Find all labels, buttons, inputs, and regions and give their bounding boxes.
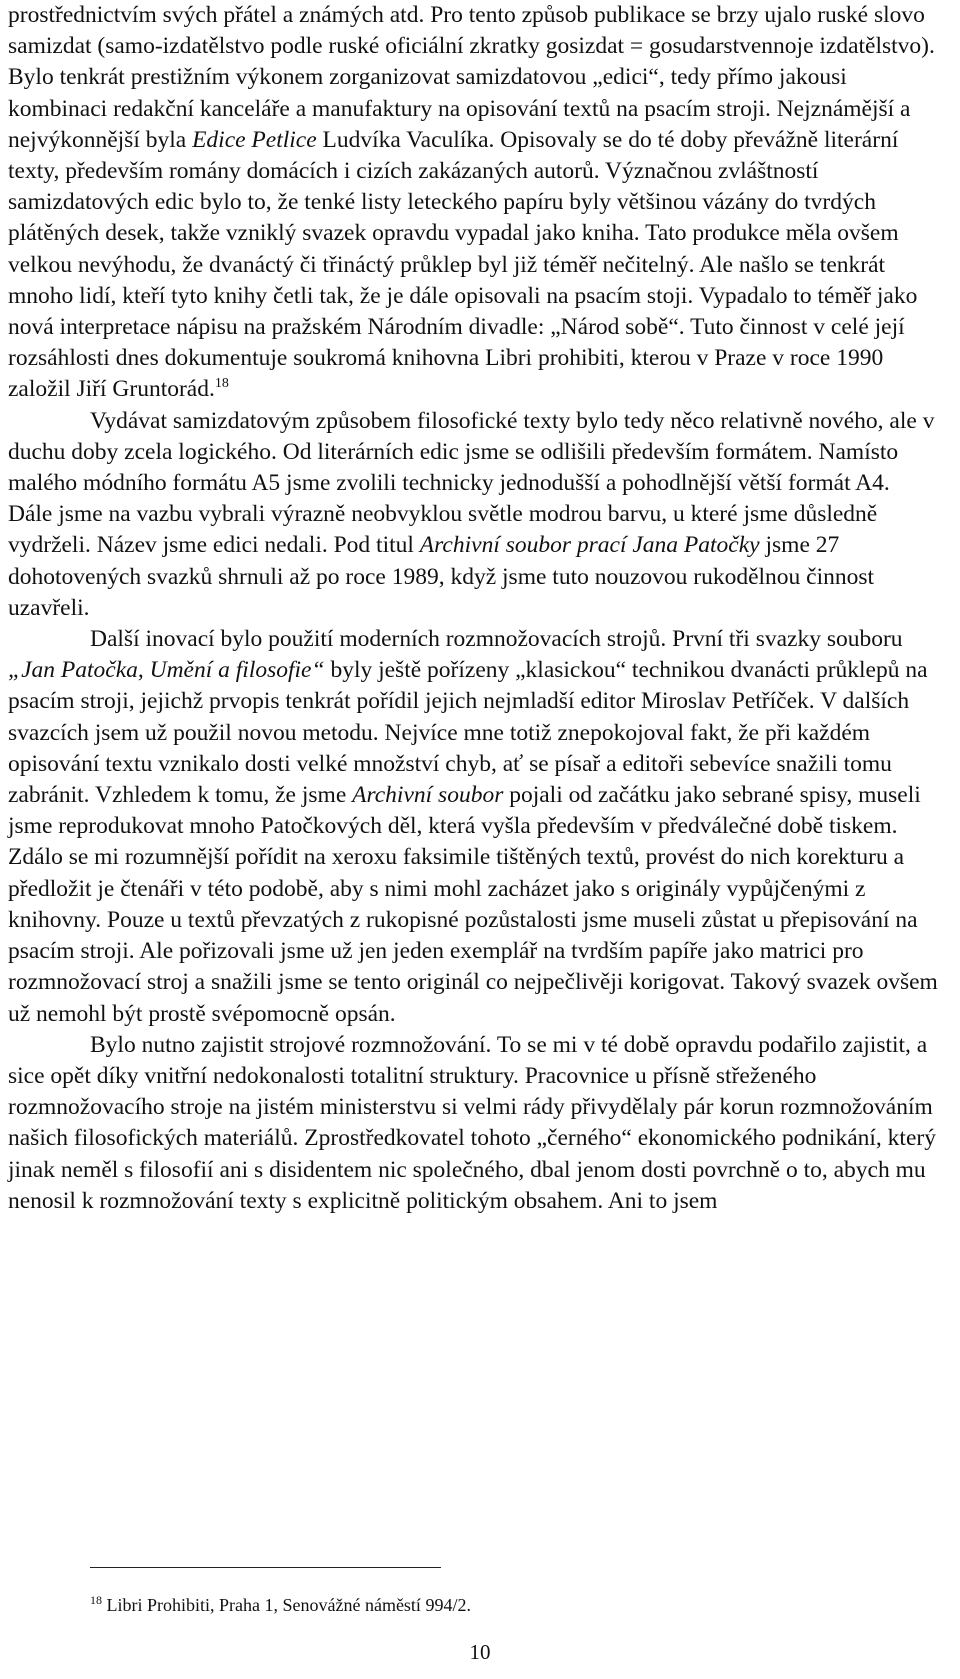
paragraph-text: jsme 27 dohotovených svazků shrnuli až po roce 1989, když jsme tuto nouzovou rukodělnou činnost uzavřeli. <box>8 532 875 621</box>
footnote <box>90 1588 910 1617</box>
paragraph <box>8 1030 938 1217</box>
italic-title-text: Edice Petlice <box>192 126 317 153</box>
italic-title-text: „Jan Patočka, Umění a filosofie“ <box>8 657 325 684</box>
paragraph <box>8 624 938 1030</box>
paragraph-text: Bylo nutno zajistit strojové rozmnožování. To se mi v té době opravdu podařilo zajistit, a sice opět díky vnitřní nedokonalosti totalitní struktury. Pracovnice u přísně střeženého rozmnožovacího stroje na jistém ministerstvu si velmi rády přivydělaly pár korun rozmnožováním našich filosofických materiálů. Zprostředkovatel tohoto „černého“ ekonomického podnikání, který jinak neměl s filosofií ani s disidentem nic společného, dbal jenom dosti povrchně o to, abych mu nenosil k rozmnožování texty s explicitně politickým obsahem. Ani to jsem <box>8 1031 936 1214</box>
paragraph-text: Vydávat samizdatovým způsobem filosofické texty bylo tedy něco relativně nového, ale v duchu doby zcela logického. Od literárních edic jsme se odlišili především formátem. Namísto malého módního formátu A5 jsme zvolili technicky jednodušší a pohodlnější větší formát A4. Dále jsme na vazbu vybrali výrazně neobvyklou světle modrou barvu, u které jsme důsledně vydrželi. Název jsme edici nedali. Pod titul <box>8 407 935 559</box>
footnote-number: 18 <box>90 1593 102 1607</box>
italic-title-text: Archivní soubor <box>352 782 504 809</box>
footnote-divider <box>90 1567 441 1568</box>
paragraph <box>8 406 938 624</box>
paragraph-text: pojali od začátku jako sebrané spisy, museli jsme reprodukovat mnoho Patočkových děl, která vyšla především v předválečné době tiskem. Zdálo se mi rozumnější pořídit na xeroxu faksimile tištěných textů, provést do nich korekturu a předložit je čtenáři v této podobě, aby s nimi mohl zacházet jako s originály vypůjčenými z knihovny. Pouze u textů převzatých z rukopisné pozůstalosti jsme museli zůstat u přepisování na psacím stroji. Ale pořizovali jsme už jen jeden exemplář na tvrdším papíře jako matrici pro rozmnožovací stroj a snažili jsme se tento originál co nejpečlivěji korigovat. Takový svazek ovšem už nemohl být prostě svépomocně opsán. <box>8 782 938 1027</box>
paragraph-text: Ludvíka Vaculíka. Opisovaly se do té doby převážně literární texty, především romány domácích i cizích zakázaných autorů. Význačnou zvláštností samizdatových edic bylo to, že tenké listy leteckého papíru byly většinou vázány do tvrdých plátěných desek, takže vzniklý svazek opravdu vypadal jako kniha. Tato produkce měla ovšem velkou nevýhodu, že dvanáctý či třináctý průklep byl již téměř nečitelný. Ale našlo se tenkrát mnoho lidí, kteří tyto knihy četli tak, že je dále opisovali na psacím stoji. Vypadalo to téměř jako nová interpretace nápisu na pražském Národním divadle: „Národ sobě“. Tuto činnost v celé její rozsáhlosti dnes dokumentuje soukromá knihovna Libri prohibiti, kterou v Praze v roce 1990 založil Jiří Gruntorád. <box>8 126 918 403</box>
footnote-reference: 18 <box>214 376 229 392</box>
paragraph-text: prostřednictvím svých přátel a známých atd. Pro tento způsob publikace se brzy ujalo ruské slovo samizdat (samo-izdatělstvo podle ruské oficiální zkratky gosizdat = gosudarstvennoje izdatělstvo). Bylo tenkrát prestižním výkonem zorganizovat samizdatovou „edici“, tedy přímo jakousi kombinaci redakční kanceláře a manufaktury na opisování textů na psacím stroji. Nejznámější a nejvýkonnější byla <box>8 2 935 153</box>
paragraph-text: byly ještě pořízeny „klasickou“ technikou dvanácti průklepů na psacím stroji, jejichž prvopis tenkrát pořídil jejich nejmladší editor Miroslav Petříček. V dalších svazcích jsem už použil novou metodu. Nejvíce mne totiž znepokojoval fakt, že při každém opisování textu vznikalo dosti velké množství chyb, ať se písař a editoři sebevíce snažili tomu zabránit. Vzhledem k tomu, že jsme <box>8 657 928 809</box>
page-number: 10 <box>469 1640 491 1664</box>
paragraph <box>8 0 938 406</box>
body-text <box>8 0 938 1217</box>
italic-title-text: Archivní soubor prací Jana Patočky <box>419 532 760 559</box>
footnote-text: Libri Prohibiti, Praha 1, Senovážné náměstí 994/2. <box>102 1595 471 1615</box>
paragraph-text: Další inovací bylo použití moderních rozmnožovacích strojů. První tři svazky souboru <box>90 626 903 653</box>
